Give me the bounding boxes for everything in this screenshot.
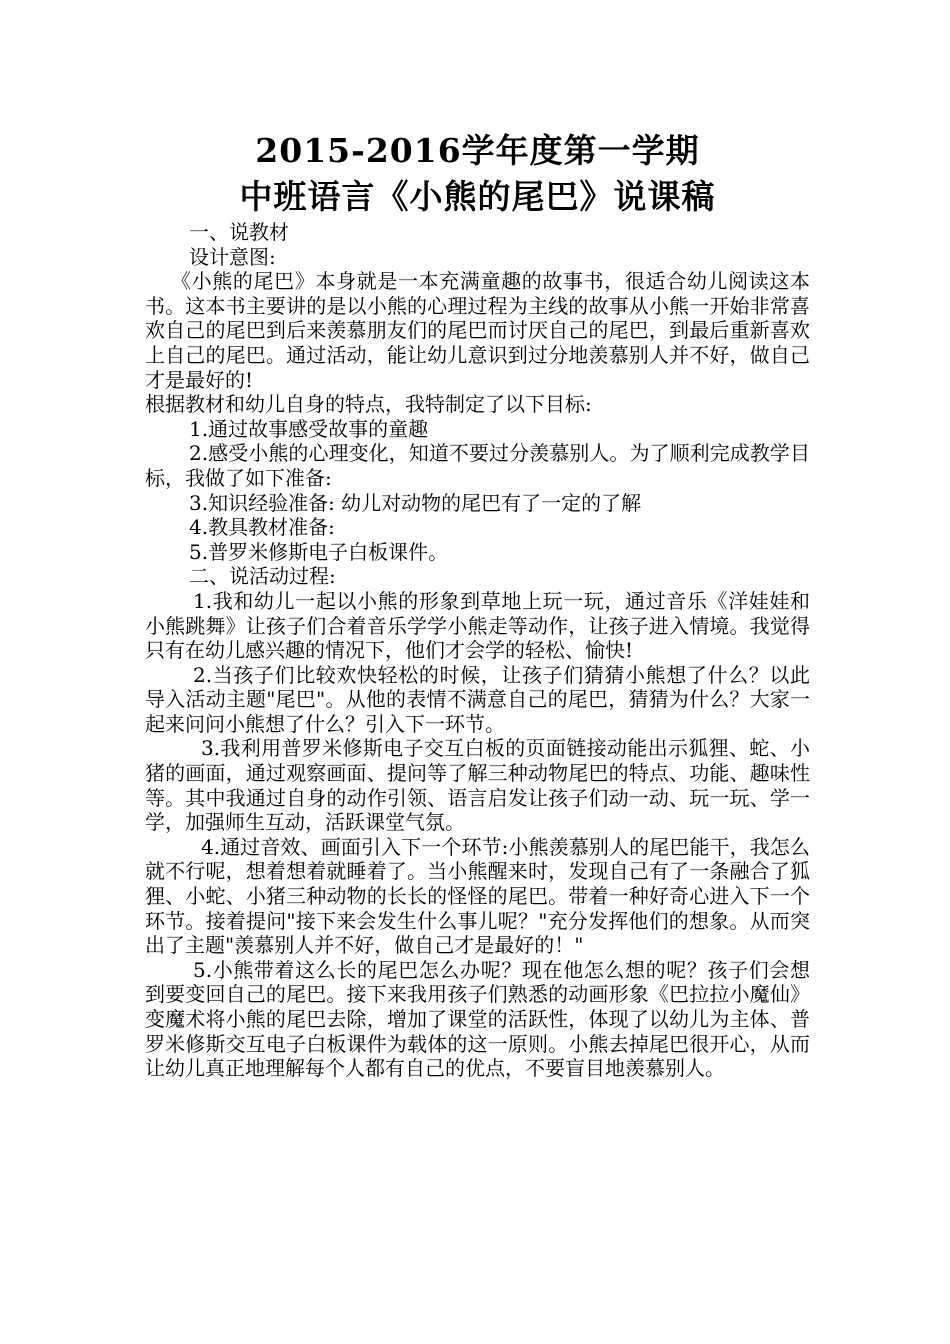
document-title-line1: 2015-2016学年度第一学期 bbox=[255, 131, 700, 170]
process-step-5: 5.小熊带着这么长的尾巴怎么办呢？现在他怎么想的呢？孩子们会想到要变回自己的尾巴。接下来我用孩子们熟悉的动画形象《巴拉拉小魔仙》变魔术将小熊的尾巴去除，增加了课堂的活跃性，体现了以幼儿为主体、普罗米修斯交互电子白板课件为载体的这一原则。小熊去掉尾巴很开心，从而让幼儿真正地理解每个人都有自己的优点，不要盲目地羡慕别人。 bbox=[145, 957, 810, 1081]
goals-intro: 根据教材和幼儿自身的特点，我特制定了以下目标: bbox=[145, 392, 592, 417]
goal-item-1: 1.通过故事感受故事的童趣 bbox=[189, 416, 429, 441]
design-intent-label: 设计意图: bbox=[189, 244, 276, 269]
process-step-1: 1.我和幼儿一起以小熊的形象到草地上玩一玩，通过音乐《洋娃娃和小熊跳舞》让孩子们合着音乐学学小熊走等动作，让孩子进入情境。我觉得只有在幼儿感兴趣的情况下，他们才会学的轻松、愉快! bbox=[145, 588, 810, 663]
goal-item-2: 2.感受小熊的心理变化，知道不要过分羡慕别人。为了顺利完成教学目标，我做了如下准备: bbox=[145, 441, 810, 490]
section-heading-process: 二、说活动过程: bbox=[189, 564, 336, 589]
section-heading-textbook: 一、说教材 bbox=[189, 220, 289, 244]
process-step-3: 3.我利用普罗米修斯电子交互白板的页面链接动能出示狐狸、蛇、小猪的画面，通过观察画面、提问等了解三种动物尾巴的特点、功能、趣味性等。其中我通过自身的动作引领、语言启发让孩子们动一动、玩一玩、学一学，加强师生互动，活跃课堂气氛。 bbox=[145, 736, 810, 835]
process-step-4: 4.通过音效、画面引入下一个环节:小熊羡慕别人的尾巴能干，我怎么就不行呢，想着想着就睡着了。当小熊醒来时，发现自己有了一条融合了狐狸、小蛇、小猪三种动物的长长的怪怪的尾巴。带着一种好奇心进入下一个环节。接着提问"接下来会发生什么事儿呢？"充分发挥他们的想象。从而突出了主题"羡慕别人并不好，做自己才是最好的！" bbox=[145, 834, 810, 958]
process-step-2: 2.当孩子们比较欢快轻松的时候，让孩子们猜猜小熊想了什么？以此导入活动主题"尾巴"。从他的表情不满意自己的尾巴，猜猜为什么？大家一起来问问小熊想了什么？引入下一环节。 bbox=[145, 662, 810, 736]
document-title-line2: 中班语言《小熊的尾巴》说课稿 bbox=[239, 177, 716, 216]
goal-item-3: 3.知识经验准备: 幼儿对动物的尾巴有了一定的了解 bbox=[189, 490, 642, 515]
design-intent-paragraph: 《小熊的尾巴》本身就是一本充满童趣的故事书，很适合幼儿阅读这本书。这本书主要讲的是以小熊的心理过程为主线的故事从小熊一开始非常喜欢自己的尾巴到后来羡慕朋友们的尾巴而讨厌自己的尾巴，到最后重新喜欢上自己的尾巴。通过活动，能让幼儿意识到过分地羡慕别人并不好，做自己才是最好的! bbox=[145, 269, 810, 392]
document-page bbox=[145, 128, 810, 1081]
goal-item-5: 5.普罗米修斯电子白板课件。 bbox=[189, 539, 449, 564]
goal-item-4: 4.教具教材准备: bbox=[189, 515, 335, 540]
document-body bbox=[145, 220, 810, 1081]
